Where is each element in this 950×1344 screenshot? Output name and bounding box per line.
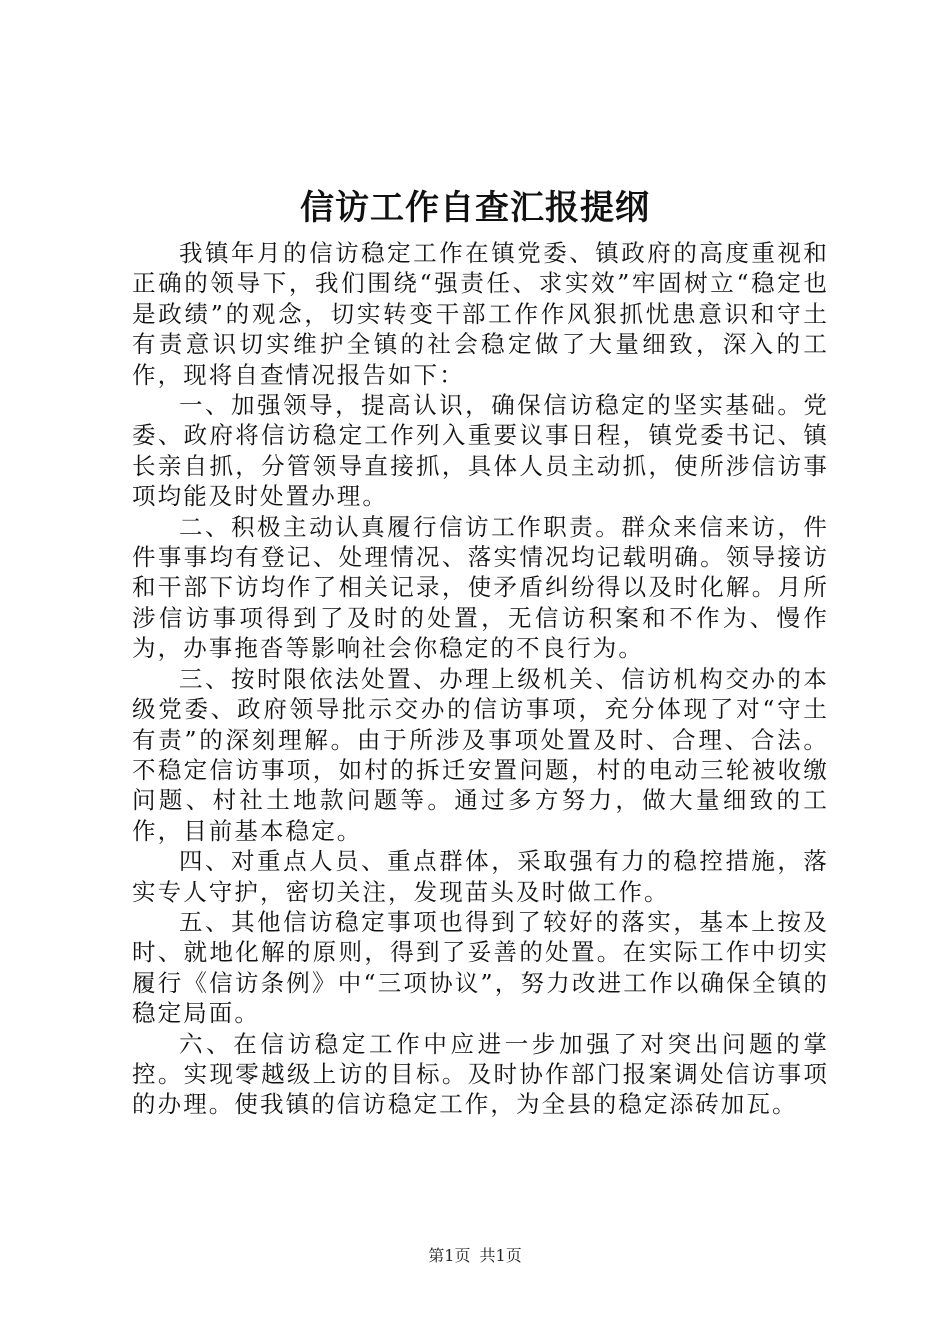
section-2-paragraph: 二、积极主动认真履行信访工作职责。群众来信来访，件件事事均有登记、处理情况、落实情况均记载明确。领导接访和干部下访均作了相关记录，使矛盾纠纷得以及时化解。月所涉信访事项得到了及时的处置，无信访积案和不作为、慢作为，办事拖沓等影响社会你稳定的不良行为。 xyxy=(132,512,829,663)
page-number: 第1页 xyxy=(428,1246,471,1265)
section-5-paragraph: 五、其他信访稳定事项也得到了较好的落实，基本上按及时、就地化解的原则，得到了妥善的处置。在实际工作中切实履行《信访条例》中“三项协议”，努力改进工作以确保全镇的稳定局面。 xyxy=(132,907,829,1028)
total-pages: 共1页 xyxy=(479,1246,522,1265)
section-4-paragraph: 四、对重点人员、重点群体，采取强有力的稳控措施，落实专人守护，密切关注，发现苗头及时做工作。 xyxy=(132,847,829,906)
page-footer xyxy=(0,1245,950,1267)
document-title: 信访工作自查汇报提纲 xyxy=(300,188,650,228)
section-1-paragraph: 一、加强领导，提高认识，确保信访稳定的坚实基础。党委、政府将信访稳定工作列入重要议事日程，镇党委书记、镇长亲自抓，分管领导直接抓，具体人员主动抓，使所涉信访事项均能及时处置办理。 xyxy=(132,391,829,511)
document-body xyxy=(132,238,829,1120)
section-6-paragraph: 六、在信访稳定工作中应进一步加强了对突出问题的掌控。实现零越级上访的目标。及时协作部门报案调处信访事项的办理。使我镇的信访稳定工作，为全县的稳定添砖加瓦。 xyxy=(132,1029,829,1119)
section-3-paragraph: 三、按时限依法处置、办理上级机关、信访机构交办的本级党委、政府领导批示交办的信访事项，充分体现了对“守土有责”的深刻理解。由于所涉及事项处置及时、合理、合法。不稳定信访事项，如村的拆迁安置问题，村的电动三轮被收缴问题、村社土地款问题等。通过多方努力，做大量细致的工作，目前基本稳定。 xyxy=(132,664,829,845)
intro-paragraph: 我镇年月的信访稳定工作在镇党委、镇政府的高度重视和正确的领导下，我们围绕“强责任、求实效”牢固树立“稳定也是政绩”的观念，切实转变干部工作作风狠抓忧患意识和守土有责意识切实维护全镇的社会稳定做了大量细致，深入的工作，现将自查情况报告如下： xyxy=(132,239,829,389)
